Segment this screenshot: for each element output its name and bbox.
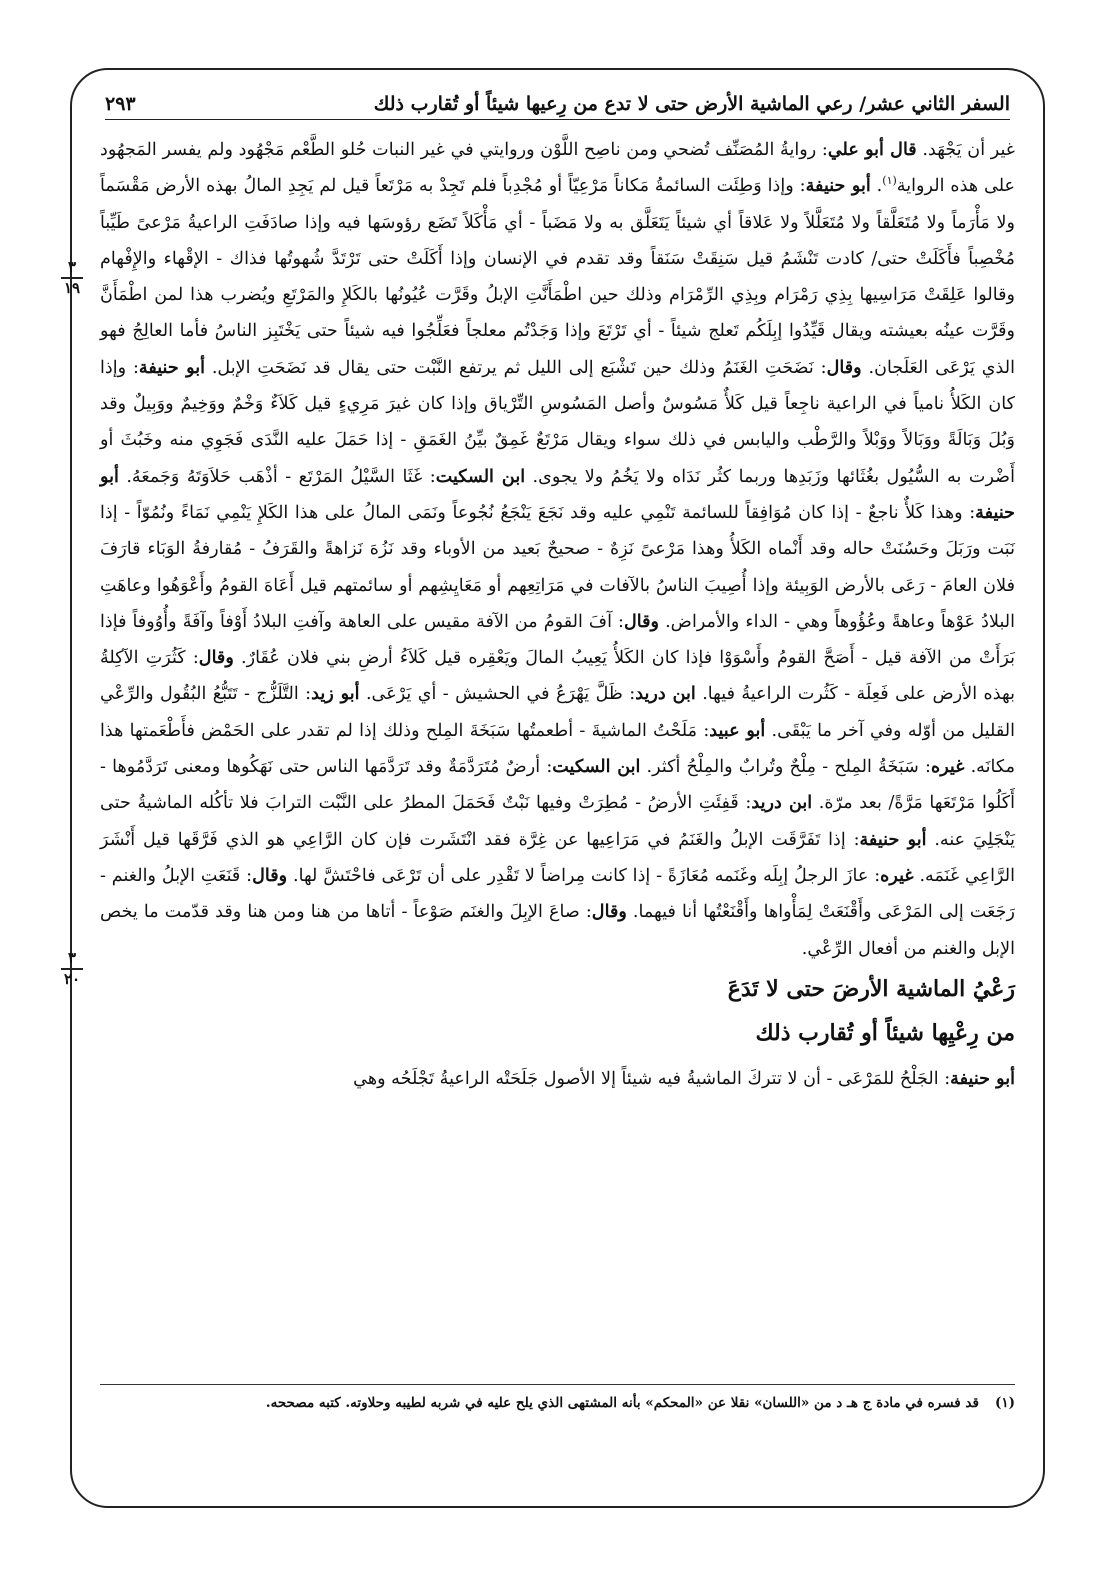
- author-name: وقال: [591, 901, 627, 923]
- author-name: غيره: [880, 864, 914, 886]
- footnote-divider: [100, 1384, 1015, 1385]
- main-text: [100, 132, 1015, 1097]
- author-name: أبو عبيد: [709, 719, 766, 741]
- author-name: وقال: [826, 356, 862, 378]
- footnote-number: (١): [994, 1395, 1015, 1411]
- body-paragraph: غير أن يَجْهَد. قال أبو علي: روايةُ المُصَنِّف تُضحي ومن ناصِح اللَّوْن وروايتي في غير النبات حُلو الطَّعْم مَجْهُود ولم يفسر المَجهُود على هذه الرواية$^{(١)}$. أبو حنيفة: وإذا وَطِئَت السائمةُ مَكاناً مَرْعِيّاً أو مُجْدِباً فلم تَجِدْ به مَرْتَعاً قيل لم يَجِدِ المالُ بهذه الأرض مَقْسَماً ولا مَأْرَماً ولا مُتَعَلَّقاً ولا مُتَعَلَّلاً ولا عَلاقاً أي شيئاً يَتَعَلَّق به ولا مَضَباً - أي مَأْكَلاً تَضَع رؤوسَها فيه وإذا صادَفَتِ الراعيةُ مَرْعىً طَيِّباً مُخْصِباً فأَكَلَتْ حتى/ كادت تَنْشَمُ قيل سَنِقَتْ سَنَقاً وقد تقدم في الإنسان وإذا أَكَلَتْ حتى تَرْتَدَّ شُهوتُها فذاك - الإقْهاء والإِفْهام وقالوا عَلِقَتْ مَرَاسِيها بِذِي رَمْرَام وبِذِي الرِّمْرَام وذلك حين اطْمَأَنَّتِ الإبلُ وقَرَّت عُيُونُها بالكَلإِ والمَرْتَعِ ويُضرب هذا لمن اطْمَأَنَّ وقَرَّت عينُه بعيشته ويقال قَيِّدُوا إبِلَكُم تَعلج شيئاً - أي تَرْتَعَ وإذا وَجَدْتُم معلجاً فعَلِّجُوا فيه شيئاً حتى يَخْتَبِز الناسُ فأما العالِجُ فهو الذي يَرْعَى العَلَجان. وقال: نَضَحَتِ الغَنَمُ وذلك حين تَشْبَع إلى الليل ثم يرتفع النَّبْت حتى يقال قد نَضَحَتِ الإبل. أبو حنيفة: وإذا كان الكَلأُ نامياً في الراعية ناجِعاً قيل كَلأٌ مَسُوسٌ وأصل المَسُوسِ التِّرْياق وإذا كان غيرَ مَرِيءٍ قيل كَلاَءٌ وَخْمٌ ووَخِيمٌ ووَبِيلٌ وقد وَبُلَ وَبَالَةً ووَبَالاً ووَبْلاً والرَّطْب واليابس في ذلك سواء ويقال مَرْتَعٌ غَمِقٌ بيِّنُ الغَمَقِ - إذا حَمَلَ عليه النَّدَى فَجَوِي منه وخَبُثَ أو أَضْرت به السُّيُول بغُثَائها وزَبَدِها وربما كثُر نَدَاه ولا يَخُمُ ولا يجوى. ابن السكيت: غَثَا السَّيْلُ المَرْتَع - أذْهَب حَلاَوَتَهُ وَجَمعَهُ. أبو حنيفة: وهذا كَلأٌ ناجعٌ - إذا كان مُوَافِقاً للسائمة تَنْمِي عليه وقد نَجَعَ يَنْجَعُ نُجُوعاً ونَمَى المالُ على هذا الكَلإِ يَنْمِي نَمَاءً ونُمُوّاً - إذا نَبَت ورَبَلَ وحَسُنَتْ حاله وقد أَنْماه الكَلأُ وهذا مَرْعىً نَزِهٌ - صحيحٌ بَعيد من الأوباء وقد نَزُهَ نَزاهةً والقَرَفُ - مُقارفةُ الوَبَاء قارَفَ فلان العامَ - رَعَى بالأرض الوَبِيئة وإذا أُصِيبَ الناسُ بالآفات في مَرَاتِعِهم أو مَعَايِشِهم أو سائمتهم قيل أَعَاهَ القومُ وأَعْوَهُوا وعاهَتِ البلادُ عَوْهاً وعاهةً وعُؤُوهاً وهي - الداء والأمراض. وقال: آفَ القومُ من الآفة مقيس على العاهة وآفتِ البلادُ أَوْفاً وآفَةً وأُوُوفاً فإذا بَرَأَتْ من الآفة قيل - أَصَحَّ القومُ وأَسْوَوْا فإذا كان الكَلأُ يَعِيبُ المالَ ويَعْقِره قيل كَلاَءُ أرضِ بني فلان عُقَارٌ. وقال: كَثُرَتِ الآكِلةُ بهذه الأرض على فَعِلَة - كَثُرت الراعيةُ فيها. ابن دريد: ظَلَّ يَهْرَعُ في الحشيش - أي يَرْعَى. أبو زيد: التَّلَزُّج - تَتَبُّعُ البُقُول والرِّعْي القليل من أوّله وفي آخر ما يَبْقَى. أبو عبيد: مَلَحْتُ الماشيةَ - أطعمتُها سَبَخَةَ المِلح وذلك إذا لم تقدر على الحَمْض فأَطْعَمتها هذا مكانَه. غيره: سَبَخَةُ المِلح - مِلْحٌ وتُرابٌ والمِلْحُ أكثر. ابن السكيت: أرضٌ مُتَرَدَّمَةٌ وقد تَرَدَّمَها الناس حتى نَهَكُوها ومعنى تَرَدَّمُوها - أَكَلُوا مَرْتَعَها مَرَّةً/ بعد مرّة. ابن دريد: قَفِئَتِ الأرضُ - مُطِرَتْ وفيها نَبْتٌ فَحَمَلَ المطرُ على النَّبْت الترابَ فلا تأكُله الماشيةُ حتى يَنْجَلِيَ عنه. أبو حنيفة: إذا تَفَرَّقَت الإبلُ والغَنَمُ في مَرَاعِيها عن غِرَّة فقد انْتَشَرت فإن كان الرَّاعِي هو الذي فَرَّقَها قيل أَنْشَرَ الرَّاعِي غَنَمَه. غيره: عازَ الرجلُ إبِلَه وغَنَمه مُعَازَةً - إذا كانت مِراضاً لا تَقْدِر على أن تَرْعَى فاحْتَشَّ لها. وقال: قَنَعَتِ الإبلُ والغنم - رَجَعَت إلى المَرْعَى وأَقْنَعَتْ لِمَأْواها وأَقْنَعْتُها أنا فيهما. وقال: صاعَ الإبِلَ والغنَم صَوْعاً - أتاها من هنا ومن هنا وقد قدّمت ما يخص الإبل والغنم من أفعال الرِّعْي.: [100, 139, 1016, 959]
- margin-ref-volume: ٣: [67, 258, 77, 276]
- author-name: أبو حنيفة: [100, 465, 1015, 523]
- author-name: ابن السكيت: [435, 465, 526, 487]
- author-name: أبو حنيفة: [950, 1067, 1015, 1089]
- footnote-reference[interactable]: (١): [882, 174, 897, 188]
- margin-ref-page: ٢٠: [63, 969, 81, 988]
- running-title: السفر الثاني عشر/ رعي الماشية الأرض حتى لا تدع من رِعيها شيئاً أو تُقارب ذلك: [373, 93, 1010, 115]
- section-heading-line-1: رَعْيُ الماشية الأرضَ حتى لا تَدَعَ: [727, 975, 1015, 1002]
- page-header: [105, 86, 1010, 120]
- author-name: وقال: [623, 610, 660, 632]
- margin-ref-volume: ٣: [67, 949, 77, 967]
- body-paragraph: أبو حنيفة: الجَلْحُ للمَرْعَى - أن لا تتركَ الماشيةُ فيه شيئاً إلا الأصول جَلَحَتْه الراعيةُ تَجْلَحُه وهي: [353, 1067, 1015, 1089]
- author-name: وقال: [252, 864, 288, 886]
- author-name: أبو زيد: [311, 683, 360, 705]
- author-name: ابن السكيت: [552, 756, 641, 778]
- footnote-text: قد فسره في مادة ج هـ د من «اللسان» نقلا عن «المحكم» بأنه المشتهى الذي يلح عليه في شربه لطيبه وحلاوته. كتبه مصححه.: [265, 1395, 979, 1411]
- author-name: غيره: [930, 756, 965, 778]
- footnote: [100, 1390, 1015, 1416]
- section-heading-line-2: من رِعْيِها شيئاً أو تُقارب ذلك: [755, 1019, 1015, 1046]
- author-name: ابن دريد: [635, 683, 696, 705]
- margin-reference: [52, 260, 92, 296]
- author-name: أبو حنيفة: [859, 828, 927, 850]
- margin-ref-page: ١٩: [63, 278, 81, 297]
- margin-reference: [52, 951, 92, 987]
- author-name: قال أبو علي: [827, 139, 917, 160]
- author-name: ابن دريد: [751, 792, 813, 814]
- author-name: أبو حنيفة: [138, 356, 205, 378]
- author-name: وقال: [198, 647, 234, 669]
- author-name: أبو حنيفة: [805, 175, 871, 197]
- page-number: ٢٩٣: [105, 93, 136, 115]
